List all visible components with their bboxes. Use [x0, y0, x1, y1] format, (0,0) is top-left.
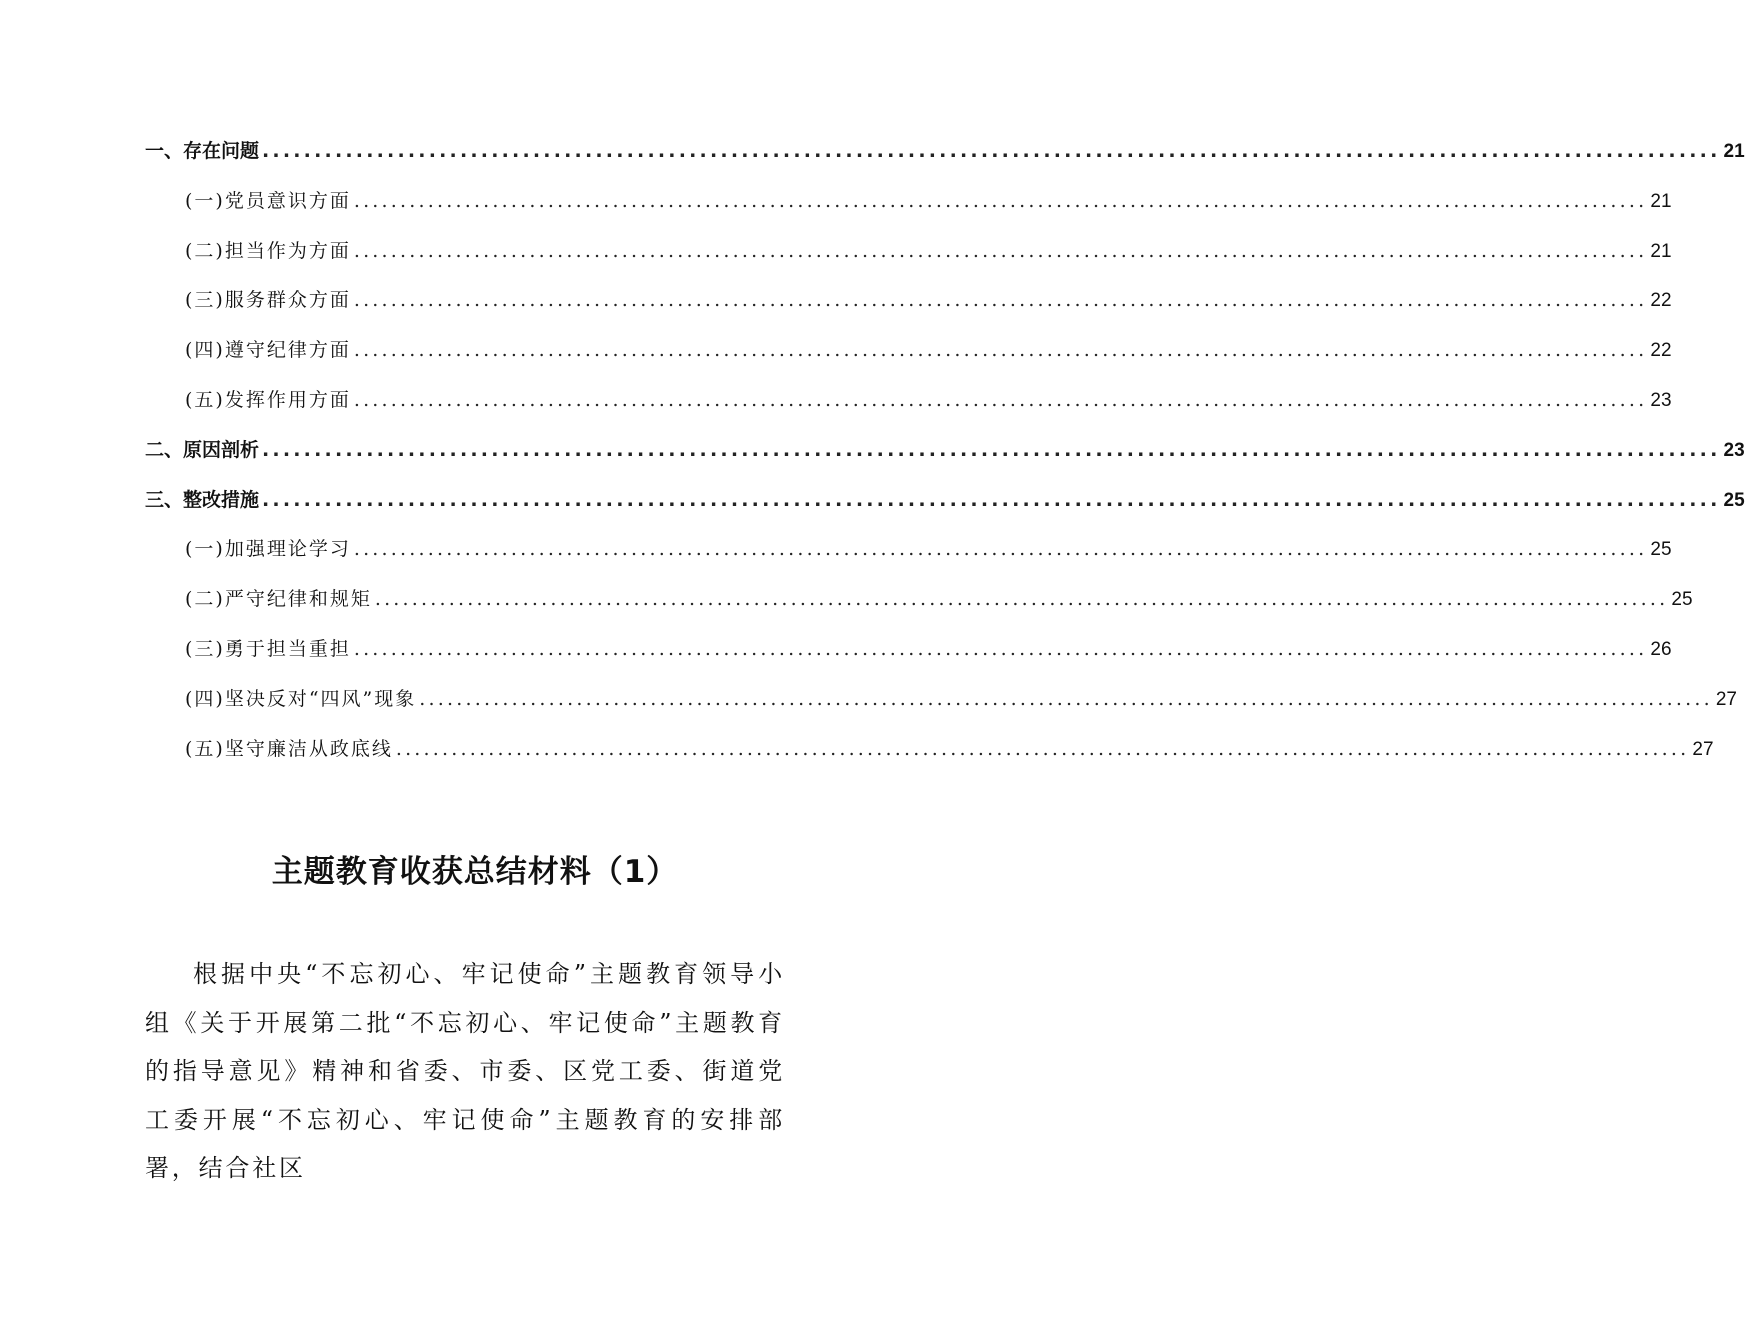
toc-entry-label: (五)发挥作用方面: [185, 388, 351, 411]
toc-entry-label: 二、原因剖析: [145, 438, 260, 461]
table-of-contents: [145, 134, 1745, 781]
toc-entry-label: (三)服务群众方面: [185, 289, 351, 312]
toc-leader-dots: [375, 582, 1669, 616]
toc-entry-label: (二)担当作为方面: [185, 239, 351, 262]
toc-entry-page-number: 21: [1650, 190, 1672, 212]
toc-entry[interactable]: [145, 483, 1745, 533]
toc-leader-dots: [354, 632, 1648, 666]
toc-leader-dots: [354, 184, 1648, 218]
document-title: 主题教育收获总结材料（1）: [271, 854, 679, 890]
toc-leader-dots: [354, 532, 1648, 566]
toc-leader-dots: [354, 383, 1648, 417]
toc-entry-page-number: 25: [1723, 489, 1745, 511]
toc-entry-page-number: 21: [1650, 240, 1672, 262]
toc-leader-dots: [419, 682, 1713, 716]
toc-entry-label: (五)坚守廉洁从政底线: [185, 737, 393, 760]
toc-entry-label: (三)勇于担当重担: [185, 637, 351, 660]
toc-leader-dots: [354, 234, 1648, 268]
toc-leader-dots: [396, 732, 1690, 766]
toc-entry[interactable]: [145, 632, 1672, 682]
toc-entry[interactable]: [145, 234, 1672, 284]
toc-entry[interactable]: [145, 283, 1672, 333]
toc-entry[interactable]: [145, 582, 1693, 632]
toc-entry[interactable]: [145, 134, 1745, 184]
toc-leader-dots: [262, 483, 1721, 517]
toc-entry-page-number: 27: [1692, 738, 1714, 760]
toc-entry-label: (四)遵守纪律方面: [185, 339, 351, 362]
toc-entry-page-number: 21: [1723, 141, 1745, 162]
toc-entry-label: (一)加强理论学习: [185, 538, 351, 561]
toc-entry[interactable]: [145, 433, 1745, 483]
toc-entry-page-number: 25: [1650, 539, 1672, 561]
toc-entry-page-number: 22: [1650, 340, 1672, 362]
toc-entry[interactable]: [145, 532, 1672, 582]
toc-entry-label: 三、整改措施: [145, 488, 260, 511]
toc-entry-page-number: 22: [1650, 290, 1672, 312]
toc-entry-page-number: 25: [1671, 589, 1693, 611]
toc-entry[interactable]: [145, 184, 1672, 234]
toc-entry[interactable]: [145, 732, 1714, 782]
toc-entry-page-number: 23: [1650, 389, 1672, 411]
toc-entry-label: 一、存在问题: [145, 140, 260, 162]
toc-entry-label: (一)党员意识方面: [185, 189, 351, 212]
toc-entry[interactable]: [145, 682, 1737, 732]
toc-leader-dots: [262, 433, 1721, 467]
body-paragraph: 根据中央“不忘初心、牢记使命”主题教育领导小组《关于开展第二批“不忘初心、牢记使命”主题教育的指导意见》精神和省委、市委、区党工委、街道党工委开展“不忘初心、牢记使命”主题教育的安排部署，结合社区: [145, 960, 785, 1182]
toc-leader-dots: [354, 283, 1648, 317]
toc-entry[interactable]: [145, 383, 1672, 433]
toc-entry[interactable]: [145, 333, 1672, 383]
toc-entry-page-number: 26: [1650, 638, 1672, 660]
toc-leader-dots: [354, 333, 1648, 367]
toc-leader-dots: [262, 134, 1721, 168]
toc-entry-label: (四)坚决反对“四风”现象: [185, 687, 417, 710]
toc-entry-page-number: 27: [1715, 688, 1737, 710]
toc-entry-page-number: 23: [1723, 439, 1745, 461]
toc-entry-label: (二)严守纪律和规矩: [185, 588, 372, 611]
